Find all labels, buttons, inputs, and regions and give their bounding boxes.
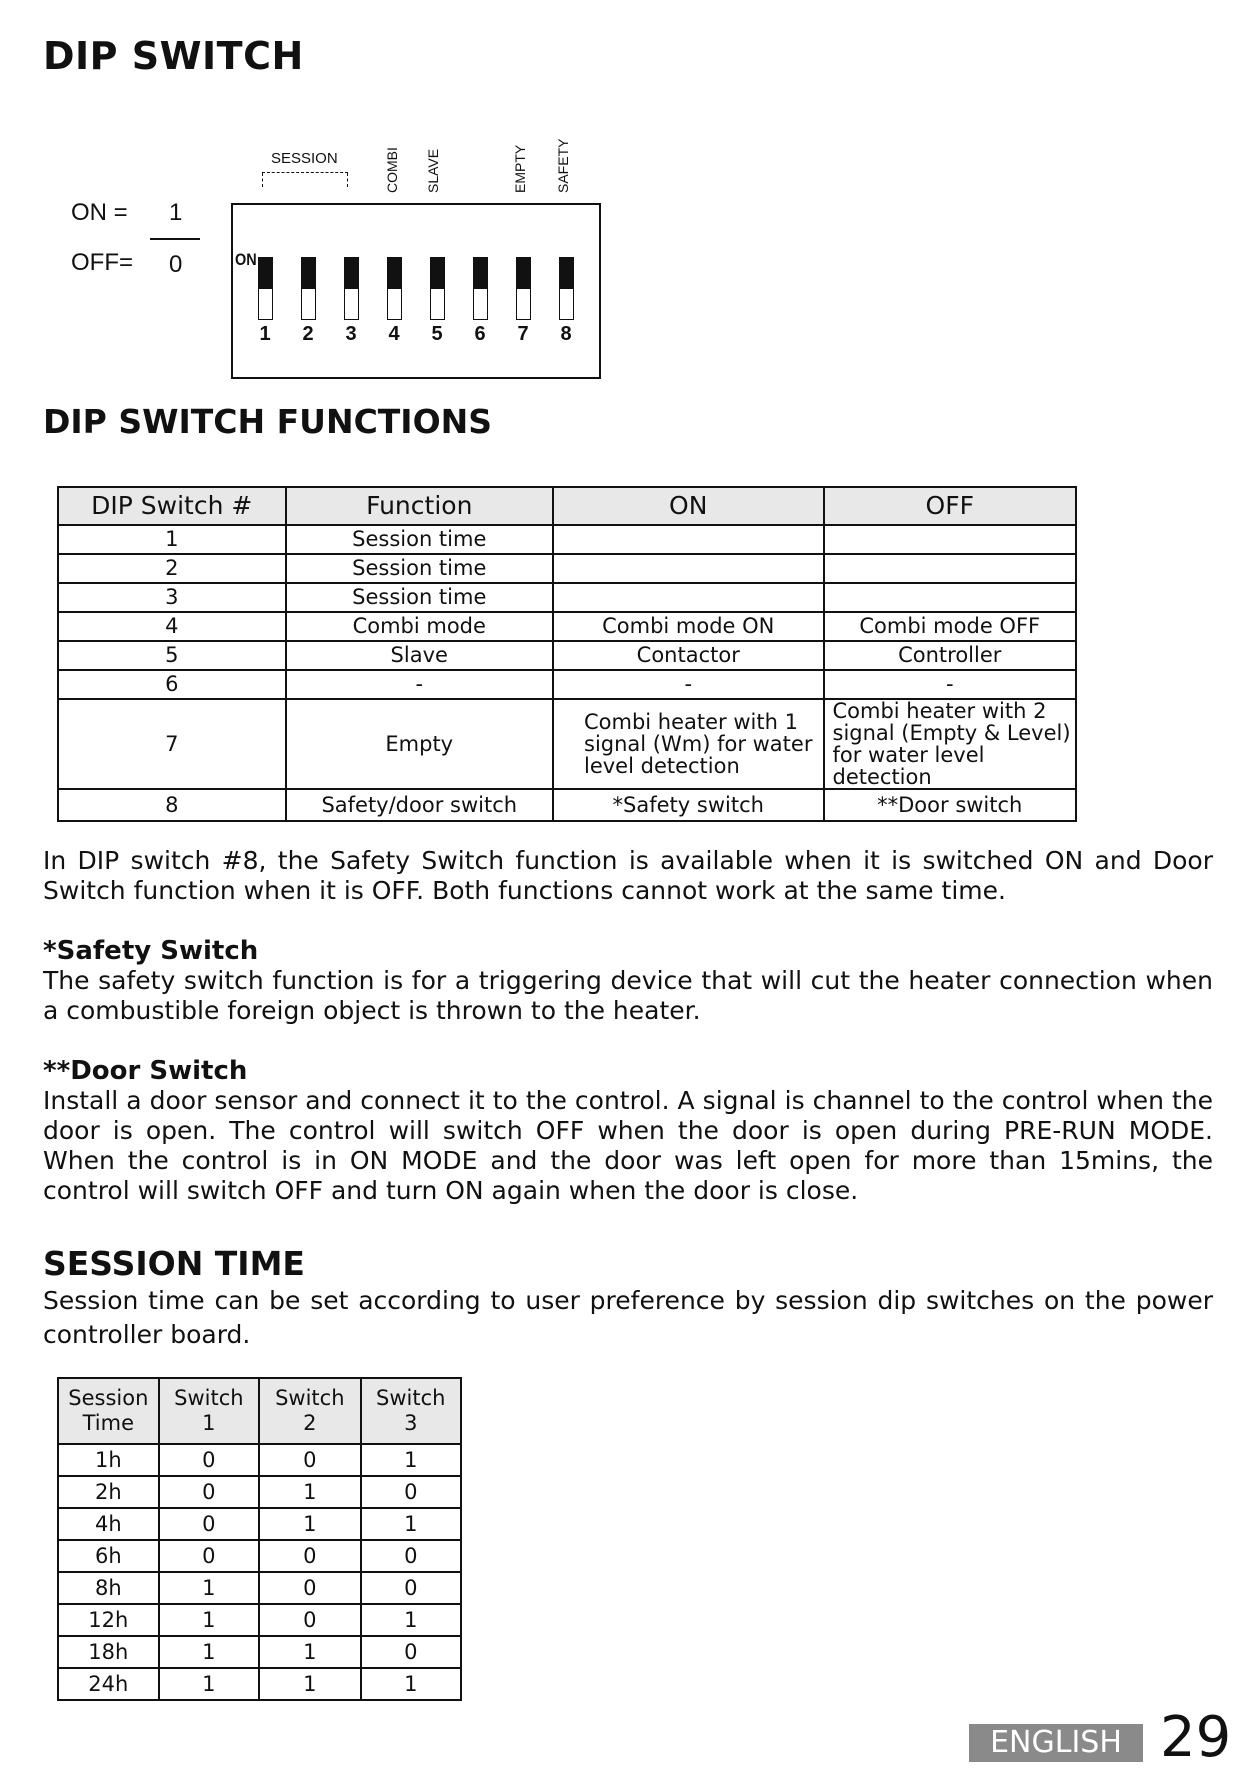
table-cell: 0: [259, 1540, 360, 1572]
table-cell: 1: [361, 1604, 461, 1636]
off-label: OFF=: [71, 249, 134, 276]
table-cell: Session time: [286, 554, 554, 583]
table-cell: 8h: [58, 1572, 159, 1604]
column-header: Switch 3: [361, 1378, 461, 1444]
column-header: Switch 1: [159, 1378, 259, 1444]
table-cell: [553, 583, 824, 612]
table-row: [58, 525, 1076, 554]
column-header: DIP Switch #: [58, 487, 286, 525]
session-title: SESSION TIME: [43, 1244, 305, 1283]
table-row: [58, 1636, 461, 1668]
table-cell: [553, 525, 824, 554]
table-cell: 1: [159, 1668, 259, 1700]
table-row: [58, 612, 1076, 641]
table-row: [58, 670, 1076, 699]
session-table: [57, 1377, 462, 1701]
table-cell: *Safety switch: [553, 789, 824, 821]
column-header: Session Time: [58, 1378, 159, 1444]
off-value: 0: [169, 251, 183, 278]
on-off-divider: [150, 238, 200, 240]
table-cell: 3: [58, 583, 286, 612]
combi-label: COMBI: [384, 147, 400, 193]
dip-number: 2: [302, 323, 314, 345]
table-cell: [824, 554, 1077, 583]
table-row: [58, 1508, 461, 1540]
table-row: [58, 583, 1076, 612]
table-cell: **Door switch: [824, 789, 1077, 821]
slave-label: SLAVE: [425, 148, 441, 193]
table-cell: Combi mode OFF: [824, 612, 1077, 641]
table-cell: 1: [259, 1668, 360, 1700]
table-row: [58, 1540, 461, 1572]
dip-switch-3: [344, 257, 359, 320]
table-cell: 1: [361, 1668, 461, 1700]
dip-switch-2: [301, 257, 316, 320]
column-header: ON: [553, 487, 824, 525]
table-cell: 1: [259, 1636, 360, 1668]
table-cell: 1: [361, 1444, 461, 1476]
table-row: [58, 699, 1076, 789]
safety-label: SAFETY: [555, 138, 571, 193]
table-header-row: [58, 487, 1076, 525]
safety-heading: *Safety Switch: [43, 936, 259, 966]
table-cell: -: [286, 670, 554, 699]
table-cell: 1: [159, 1604, 259, 1636]
dip-switch-6: [473, 257, 488, 320]
table-cell: 18h: [58, 1636, 159, 1668]
table-cell: 5: [58, 641, 286, 670]
table-cell: -: [553, 670, 824, 699]
table-cell: 2: [58, 554, 286, 583]
table-cell: 1: [159, 1636, 259, 1668]
dip-number: 1: [259, 323, 271, 345]
table-cell: 1: [361, 1508, 461, 1540]
table-cell: 0: [159, 1476, 259, 1508]
column-header: Function: [286, 487, 554, 525]
table-cell: 1: [58, 525, 286, 554]
dip-switch-8: [559, 257, 574, 320]
table-cell: Combi heater with 2 signal (Empty & Level) for water level detection: [824, 699, 1077, 789]
table-cell: 0: [361, 1476, 461, 1508]
page-number: 29: [1160, 1705, 1232, 1770]
table-cell: 12h: [58, 1604, 159, 1636]
dip-number: 5: [431, 323, 443, 345]
table-row: [58, 1444, 461, 1476]
dip-switch-1: [258, 257, 273, 320]
table-cell: 1h: [58, 1444, 159, 1476]
table-cell: Empty: [286, 699, 554, 789]
door-text: Install a door sensor and connect it to the control. A signal is channel to the control when the door is open. The control will switch OFF when the door is open during PRE-RUN MODE. When the control is in ON MODE and the door was left open for more than 15mins, the control will switch OFF and turn ON again when the door is close.: [43, 1086, 1213, 1205]
page-title: DIP SWITCH: [43, 34, 304, 78]
table-cell: 1: [259, 1476, 360, 1508]
table-cell: 1: [159, 1572, 259, 1604]
on-value: 1: [169, 199, 183, 226]
language-badge: ENGLISH: [969, 1724, 1143, 1762]
on-label: ON =: [71, 199, 128, 226]
session-bracket: [262, 172, 348, 191]
dip-switch-4: [387, 257, 402, 320]
table-cell: 8: [58, 789, 286, 821]
table-row: [58, 641, 1076, 670]
table-cell: [824, 583, 1077, 612]
table-row: [58, 1668, 461, 1700]
table-cell: 0: [259, 1572, 360, 1604]
dip-number: 3: [345, 323, 357, 345]
table-cell: Contactor: [553, 641, 824, 670]
table-cell: 6h: [58, 1540, 159, 1572]
empty-label: EMPTY: [512, 144, 528, 193]
table-cell: 24h: [58, 1668, 159, 1700]
dip-switch-7: [516, 257, 531, 320]
dip8-note: In DIP switch #8, the Safety Switch function is available when it is switched ON and Door Switch function when it is OFF. Both functions cannot work at the same time.: [43, 846, 1213, 905]
table-cell: -: [824, 670, 1077, 699]
dip-switch-5: [430, 257, 445, 320]
table-cell: Combi heater with 1 signal (Wm) for water level detection: [553, 699, 824, 789]
column-header: OFF: [824, 487, 1077, 525]
table-header-row: [58, 1378, 461, 1444]
table-cell: 6: [58, 670, 286, 699]
table-row: [58, 1604, 461, 1636]
table-cell: Session time: [286, 525, 554, 554]
functions-title: DIP SWITCH FUNCTIONS: [43, 402, 493, 441]
table-cell: Slave: [286, 641, 554, 670]
table-cell: 4h: [58, 1508, 159, 1540]
session-text: Session time can be set according to user preference by session dip switches on the power controller board.: [43, 1286, 1213, 1349]
table-row: [58, 1572, 461, 1604]
dip-number: 7: [517, 323, 529, 345]
table-cell: 0: [361, 1540, 461, 1572]
door-heading: **Door Switch: [43, 1056, 248, 1086]
table-cell: 4: [58, 612, 286, 641]
table-cell: 0: [159, 1540, 259, 1572]
table-row: [58, 1476, 461, 1508]
dip-number: 4: [388, 323, 400, 345]
table-cell: Controller: [824, 641, 1077, 670]
dip-on-marker: ON: [235, 250, 257, 269]
table-cell: [553, 554, 824, 583]
table-cell: 0: [159, 1444, 259, 1476]
table-cell: [824, 525, 1077, 554]
table-cell: Combi mode ON: [553, 612, 824, 641]
dip-number: 6: [474, 323, 486, 345]
table-cell: 0: [259, 1604, 360, 1636]
session-label: SESSION: [271, 150, 338, 167]
table-cell: 0: [259, 1444, 360, 1476]
table-cell: Combi mode: [286, 612, 554, 641]
table-cell: 0: [159, 1508, 259, 1540]
dip-number: 8: [560, 323, 572, 345]
table-row: [58, 554, 1076, 583]
safety-text: The safety switch function is for a triggering device that will cut the heater connection when a combustible foreign object is thrown to the heater.: [43, 966, 1213, 1025]
table-cell: 2h: [58, 1476, 159, 1508]
table-cell: Session time: [286, 583, 554, 612]
table-cell: 1: [259, 1508, 360, 1540]
table-cell: 0: [361, 1636, 461, 1668]
table-cell: Safety/door switch: [286, 789, 554, 821]
table-row: [58, 789, 1076, 821]
column-header: Switch 2: [259, 1378, 360, 1444]
table-cell: 7: [58, 699, 286, 789]
functions-table: [57, 486, 1077, 822]
dip-switch-block: [231, 203, 601, 379]
table-cell: 0: [361, 1572, 461, 1604]
